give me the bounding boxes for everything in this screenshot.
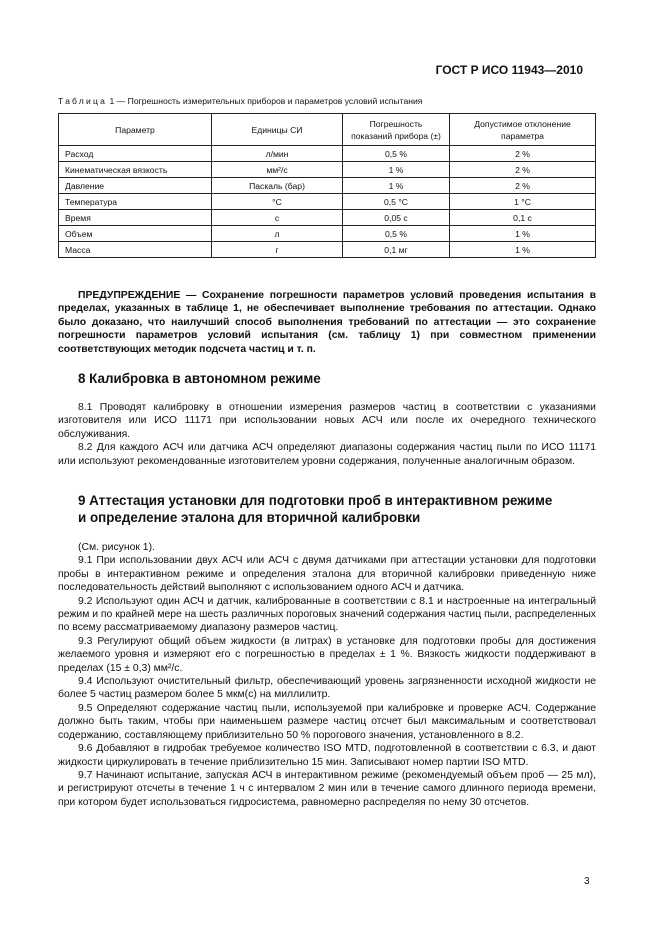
document-header: ГОСТ Р ИСО 11943—2010 — [435, 63, 583, 77]
table-row — [59, 194, 596, 210]
section-8-body — [58, 401, 596, 468]
table-cell: Давление — [59, 178, 212, 194]
table-cell: мм²/с — [212, 162, 343, 178]
table-header-row — [59, 114, 596, 146]
table-row — [59, 210, 596, 226]
table-cell: г — [212, 242, 343, 258]
table-cell: 0,05 с — [343, 210, 450, 226]
paragraph: 9.1 При использовании двух АСЧ или АСЧ с двумя датчиками при аттестации установки для подготовки пробы в интерактивном режиме и определения эталона для вторичной калибровки приведенную ниже последовательность действий выполняют с использованием одного АСЧ и датчика. — [58, 555, 596, 594]
table-cell: 0,1 мг — [343, 242, 450, 258]
paragraph: 9.3 Регулируют общий объем жидкости (в литрах) в установке для подготовки пробы для достижения желаемого уровня и измеряют его с погрешностью в пределах ± 1 %. Вязкость жидкости поддерживают в пределах (15 ± 0,3) мм²/с. — [58, 635, 596, 674]
column-header: Единицы СИ — [212, 114, 343, 146]
section-8-heading: 8 Калибровка в автономном режиме — [78, 371, 321, 386]
column-header: Погрешность показаний прибора (±) — [343, 114, 450, 146]
table-cell: Масса — [59, 242, 212, 258]
warning-note — [58, 289, 596, 356]
paragraph: 9.5 Определяют содержание частиц пыли, используемой при калибровке и проверке АСЧ. Содержание должно быть таким, чтобы при наименьшем размере частиц отсчет был максимальным и соответствовал содержанию, составляющему приблизительно 50 % порогового значения, установленного в 8.2. — [58, 702, 596, 741]
section-9-body — [58, 541, 596, 809]
paragraph: 8.1 Проводят калибровку в отношении измерения размеров частиц в соответствии с указаниями изготовителя или ИСО 11171 при использовании новых АСЧ или после их очередного технического обслуживания. — [58, 402, 596, 440]
table-row — [59, 226, 596, 242]
paragraph: (См. рисунок 1). — [78, 542, 155, 553]
table-cell: 0,5 % — [343, 146, 450, 162]
paragraph: 9.2 Используют один АСЧ и датчик, калиброванные в соответствии с 8.1 и настроенные на интегральный режим и по крайней мере на шесть различных пороговых значений содержания частиц пыли, распределенных по всему рассматриваемому диапазону размеров частиц. — [58, 595, 596, 634]
table-cell: Паскаль (бар) — [212, 178, 343, 194]
table-cell: °С — [212, 194, 343, 210]
table-cell: л — [212, 226, 343, 242]
table-cell: л/мин — [212, 146, 343, 162]
table-cell: Объем — [59, 226, 212, 242]
table-cell: 1 °С — [450, 194, 596, 210]
table-row — [59, 178, 596, 194]
table-cell: с — [212, 210, 343, 226]
table-row — [59, 162, 596, 178]
table-cell: 1 % — [343, 162, 450, 178]
table-cell: 2 % — [450, 178, 596, 194]
table-cell: Температура — [59, 194, 212, 210]
column-header: Допустимое отклонение параметра — [450, 114, 596, 146]
warning-text: ПРЕДУПРЕЖДЕНИЕ — Сохранение погрешности параметров условий проведения испытания в пределах, указанных в таблице 1, не обеспечивает выполнение требования по аттестации. Однако было доказано, что наилучший способ выполнения требований по аттестации — это сохранение погрешности параметров условий испытания (см. таблицу 1) при совместном применении соответствующих методик подсчета частиц и т. п. — [58, 290, 596, 355]
table-row — [59, 146, 596, 162]
paragraph: 8.2 Для каждого АСЧ или датчика АСЧ определяют диапазоны содержания частиц пыли по ИСО 11171 или используют рекомендованные изготовителем уровни содержания, полученные аналогичным образом. — [58, 442, 596, 467]
table-cell: 1 % — [343, 178, 450, 194]
table-cell: 0,5 °С — [343, 194, 450, 210]
paragraph: 9.6 Добавляют в гидробак требуемое количество ISO MTD, подготовленной в соответствии с 6.3, и дают жидкости циркулировать в течение приблизительно 15 мин. Записывают номер партии ISO MTD. — [58, 743, 596, 768]
table-caption-text: 1 — Погрешность измерительных приборов и параметров условий испытания — [109, 96, 423, 106]
data-table — [58, 113, 596, 258]
table-cell: 0,1 с — [450, 210, 596, 226]
table-cell: 0,5 % — [343, 226, 450, 242]
table-cell: Время — [59, 210, 212, 226]
table-cell: 2 % — [450, 146, 596, 162]
page-number: 3 — [584, 876, 590, 887]
paragraph: 9.7 Начинают испытание, запуская АСЧ в интерактивном режиме (рекомендуемый объем проб — 25 мл), и регистрируют отсчеты в течение 1 ч с интервалом 2 мин или в течение самого длинного периода времени, при котором будет использоваться гидросистема, равномерно распределяя по нему 30 отсчетов. — [58, 769, 596, 808]
column-header: Параметр — [59, 114, 212, 146]
table-cell: 2 % — [450, 162, 596, 178]
table-cell: Расход — [59, 146, 212, 162]
paragraph: 9.4 Используют очистительный фильтр, обеспечивающий уровень загрязненности исходной жидкости не более 5 частиц размером более 5 мкм(с) на миллилитр. — [58, 676, 596, 701]
table-cell: 1 % — [450, 242, 596, 258]
table-caption — [58, 96, 422, 106]
table-cell: Кинематическая вязкость — [59, 162, 212, 178]
table-cell: 1 % — [450, 226, 596, 242]
table-caption-label: Таблица — [58, 96, 108, 106]
table-row — [59, 242, 596, 258]
section-9-heading: 9 Аттестация установки для подготовки проб в интерактивном режиме и определение эталона для вторичной калибровки — [78, 493, 553, 525]
